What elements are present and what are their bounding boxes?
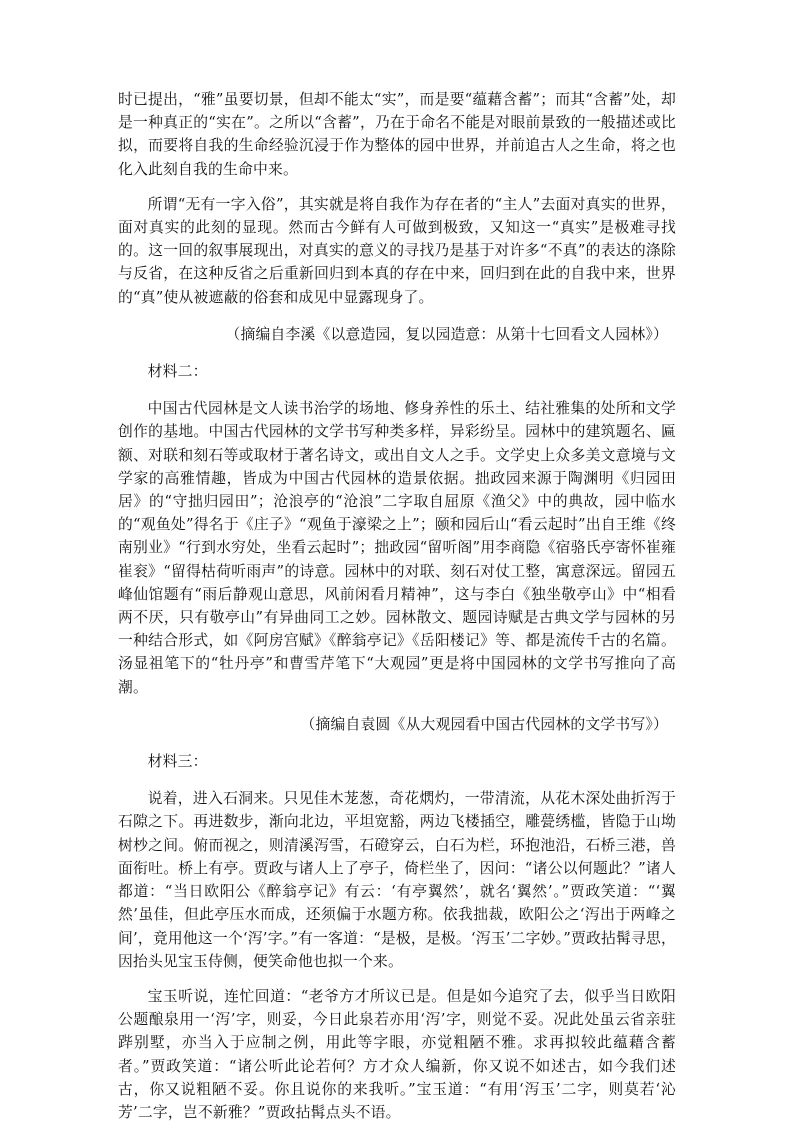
document-page xyxy=(118,88,676,1124)
paragraph-4: 说着，进入石洞来。只见佳木茏葱，奇花熌灼，一带清流，从花木深处曲折泻于石隙之下。再进数步，渐向北边，平坦宽豁，两边飞楼插空，雕甍绣槛，皆隐于山坳树杪之间。俯而视之，则清溪泻雪，石磴穿云，白石为栏，环抱池沿，石桥三港，兽面衔吐。桥上有亭。贾政与诸人上了亭子，倚栏坐了，因问：“诸公以何题此？”诸人都道：“当日欧阳公《醉翁亭记》有云：‘有亭翼然’，就名‘翼然’。”贾政笑道：“‘翼然’虽佳，但此亭压水而成，还须偏于水题方称。依我拙裁，欧阳公之‘泻出于两峰之间’，竟用他这一个‘泻’字。”有一客道：“是极，是极。‘泻玉’二字妙。”贾政拈髯寻思，因抬头见宝玉侍侧，便笑命他也拟一个来。 xyxy=(118,790,676,970)
paragraph-5: 宝玉听说，连忙回道：“老爷方才所议已是。但是如今追究了去，似乎当日欧阳公题酿泉用一‘泻’字，则妥，今日此泉若亦用‘泻’字，则觉不妥。况此处虽云省亲驻跸别墅，亦当入于应制之例，用此等字眼，亦觉粗陋不雅。求再拟较此蕴藉含蓄者。”贾政笑道：“诸公听此论若何？方才众人编新，你又说不如述古，如今我们述古，你又说粗陋不妥。你且说你的来我听。”宝玉道：“有用‘泻玉’二字，则莫若‘沁芳’二字，岂不新雅？”贾政拈髯点头不语。 xyxy=(118,987,676,1121)
source-citation-1: （摘编自李溪《以意造园，复以园造意：从第十七回看文人园林》） xyxy=(225,325,668,343)
material-three-heading: 材料三： xyxy=(147,753,208,771)
paragraph-2: 所谓“无有一字入俗”，其实就是将自我作为存在者的“主人”去面对真实的世界，面对真实的此刻的显现。然而古今鲜有人可做到极致，又知这一“真实”是极难寻找的。这一回的叙事展现出，对真实的意义的寻找乃是基于对许多“不真”的表达的涤除与反省，在这种反省之后重新回归到本真的存在中来，回归到在此的自我中来，世界的“真”使从被遮蔽的俗套和成见中显露现身了。 xyxy=(118,195,676,306)
material-two-heading: 材料二： xyxy=(147,363,208,381)
source-citation-2: （摘编自袁圆《从大观园看中国古代园林的文学书写》） xyxy=(300,715,668,733)
paragraph-1: 时已提出，“雅”虽要切景，但却不能太“实”，而是要“蕴藉含蓄”；而其“含蓄”处，却是一种真正的“实在”。之所以“含蓄”，乃在于命名不能是对眼前景致的一般描述或比拟，而要将自我的生命经验沉浸于作为整体的园中世界，并前追古人之生命，将之也化入此刻自我的生命中来。 xyxy=(118,91,676,178)
paragraph-3: 中国古代园林是文人读书治学的场地、修身养性的乐土、结社雅集的处所和文学创作的基地。中国古代园林的文学书写种类多样，异彩纷呈。园林中的建筑题名、匾额、对联和刻石等或取材于著名诗文，或出自文人之手。文学史上众多美文意境与文学家的高雅情趣，皆成为中国古代园林的造景依据。拙政园来源于陶渊明《归园田居》的“守拙归园田”；沧浪亭的“沧浪”二字取自屈原《渔父》中的典故，园中临水的“观鱼处”得名于《庄子》“观鱼于濠梁之上”；颐和园后山“看云起时”出自王维《终南别业》“行到水穷处，坐看云起时”；拙政园“留听阁”用李商隐《宿骆氏亭寄怀崔雍崔衮》“留得枯荷听雨声”的诗意。园林中的对联、刻石对仗工整，寓意深远。留园五峰仙馆题有“雨后静观山意思，风前闲看月精神”，这与李白《独坐敬亭山》中“相看两不厌，只有敬亭山”有异曲同工之妙。园林散文、题园诗赋是古典文学与园林的另一种结合形式，如《阿房宫赋》《醉翁亭记》《岳阳楼记》等、都是流传千古的名篇。汤显祖笔下的“牡丹亭”和曹雪芹笔下“大观园”更是将中国园林的文学书写推向了高潮。 xyxy=(118,400,677,696)
